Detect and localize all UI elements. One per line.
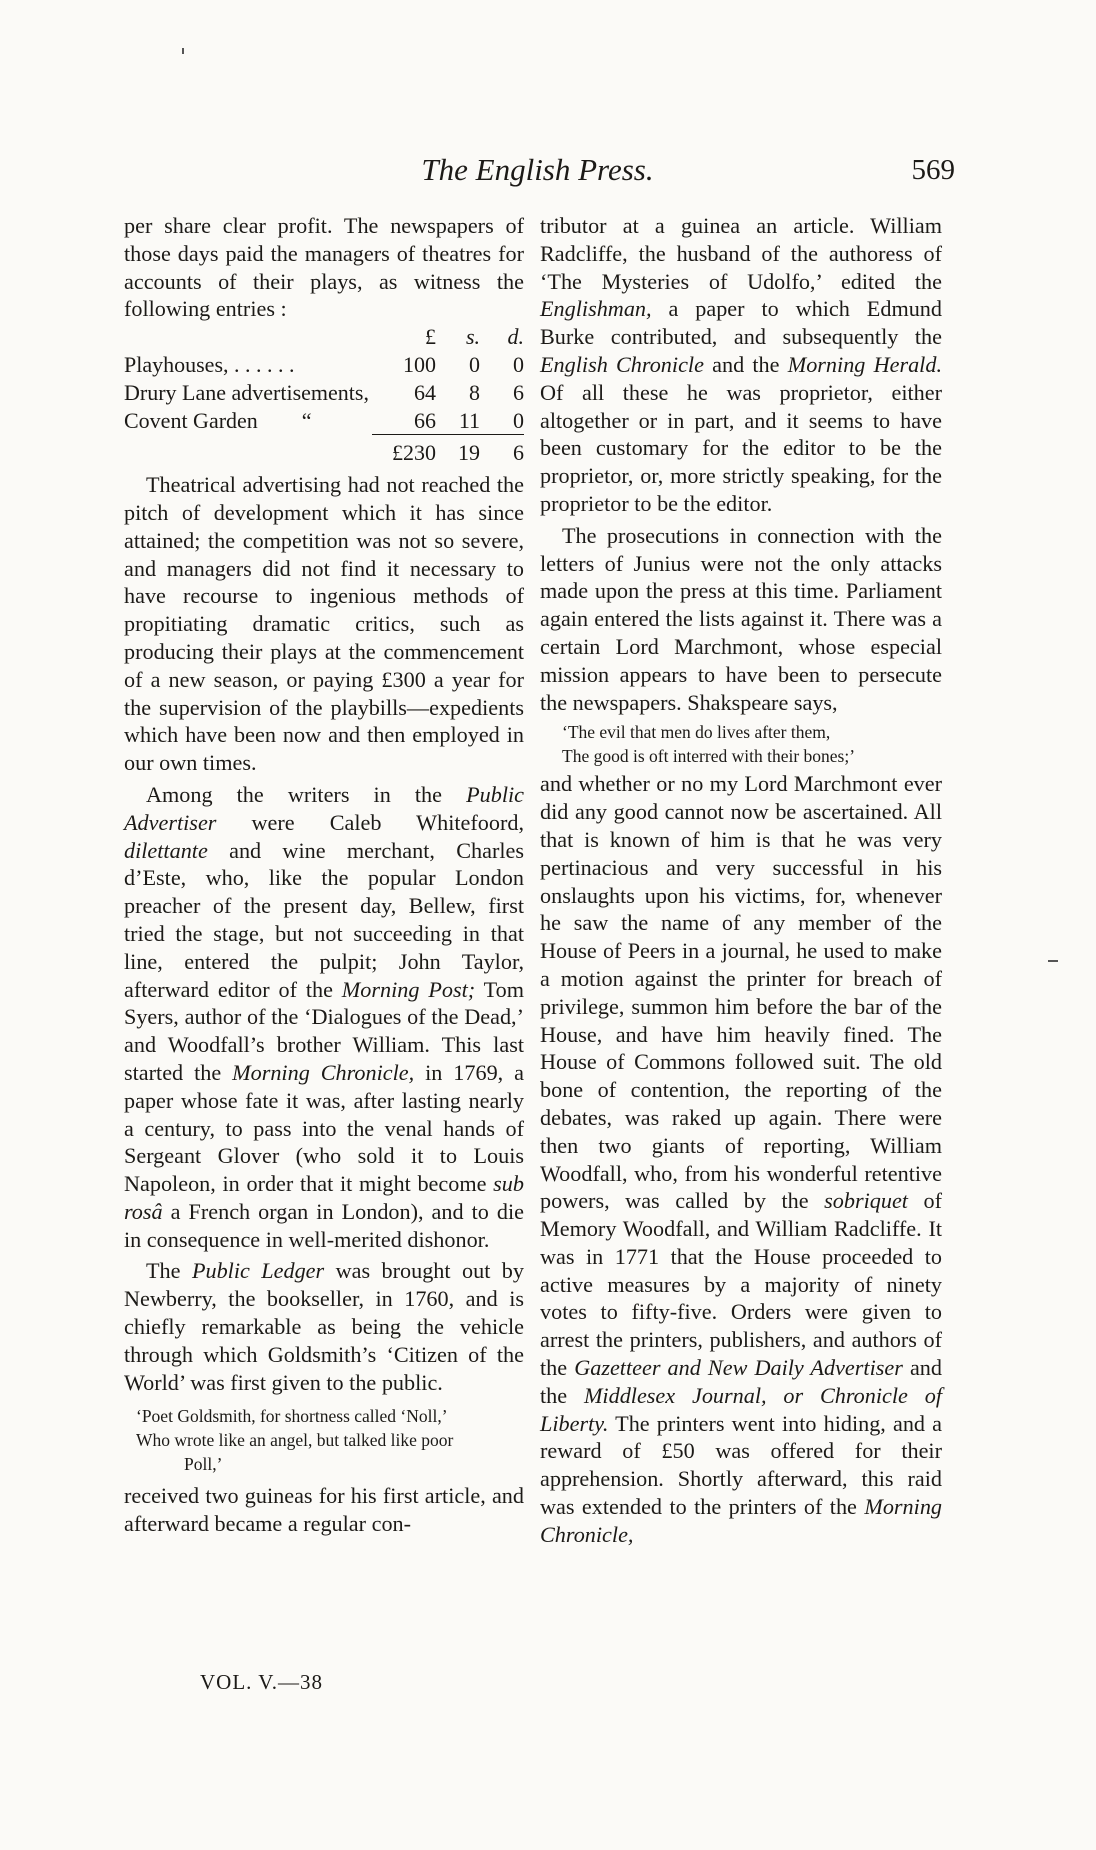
- header-pence: d.: [507, 324, 524, 350]
- paragraph: and whether or no my Lord Marchmont ever did any good cannot now be ascertained. All that is known of him is that he was very pertinacious and very successful in his onslaughts upon his victims, for, whenever he saw the name of any member of the House of Peers in a journal, he used to make a motion against the printer for breach of privilege, summon him before the bar of the House, and have him heavily fined. The House of Commons followed suit. The old bone of contention, the reporting of the debates, was raked up again. There were then two giants of reporting, William Woodfall, who, from his wonderful retentive powers, was called by the sobriquet of Memory Woodfall, and William Radcliffe. It was in 1771 that the House proceeded to active measures by a majority of ninety votes to fifty-five. Orders were given to arrest the printers, publishers, and authors of the Gazetteer and New Daily Advertiser and the Middlesex Journal, or Chronicle of Liberty. The printers went into hiding, and a reward of £50 was offered for their apprehension. Shortly afterward, this raid was extended to the printers of the Morning Chronicle,: [540, 771, 942, 1547]
- verse-line: The good is oft interred with their bones;’: [562, 746, 856, 767]
- verse-quote: [124, 1404, 524, 1476]
- paragraph: per share clear profit. The newspapers of those days paid the managers of theatres for accounts of their plays, as witness the following entries :: [124, 213, 524, 322]
- paragraph: The Public Ledger was brought out by Newberry, the bookseller, in 1760, and is chiefly remarkable as being the vehicle through which Goldsmith’s ‘Citizen of the World’ was first given to the public.: [124, 1258, 524, 1395]
- total-shillings: 19: [436, 435, 480, 467]
- account-item: Covent Garden “: [124, 407, 312, 433]
- header-shillings: s.: [465, 324, 480, 350]
- account-pounds: 66: [414, 407, 436, 433]
- right-column: [540, 212, 942, 1549]
- verse-quote: [540, 720, 942, 768]
- table-row: [124, 407, 524, 435]
- verse-line: Who wrote like an angel, but talked like poor: [136, 1430, 454, 1451]
- account-item: Playhouses, . . . . . .: [124, 351, 295, 377]
- verse-line: ‘Poet Goldsmith, for shortness called ‘Noll,’: [136, 1406, 448, 1427]
- running-title: The English Press.: [421, 152, 654, 187]
- total-row: [124, 435, 524, 467]
- account-shillings: 8: [469, 379, 480, 405]
- accounts-header-row: [124, 323, 524, 351]
- account-shillings: 11: [458, 407, 480, 433]
- account-pence: 6: [513, 379, 524, 405]
- verse-line: Poll,’: [184, 1454, 223, 1475]
- paragraph: Theatrical advertising had not reached the pitch of development which it has since attained; the competition was not so severe, and managers did not find it necessary to have recourse to ingenious methods of propitiating dramatic critics, such as producing their plays at the commencement of a new season, or paying £300 a year for the supervision of the playbills—expedients which have been now and then employed in our own times.: [124, 472, 524, 776]
- table-row: [124, 351, 524, 379]
- page-speck: [1048, 960, 1058, 962]
- signature-mark: VOL. V.—38: [200, 1670, 323, 1694]
- page-header: [120, 152, 955, 192]
- verse-line: ‘The evil that men do lives after them,: [562, 722, 831, 743]
- header-pounds: £: [425, 324, 436, 350]
- paragraph: Among the writers in the Public Advertiser were Caleb Whitefoord, dilettante and wine merchant, Charles d’Este, who, like the popular London preacher of the present day, Bellew, first tried the stage, but not succeeding in that line, entered the pulpit; John Taylor, afterward editor of the Morning Post; Tom Syers, author of the ‘Dialogues of the Dead,’ and Woodfall’s brother William. This last started the Morning Chronicle, in 1769, a paper whose fate it was, after lasting nearly a century, to pass into the venal hands of Sergeant Glover (who sold it to Louis Napoleon, in order that it might become sub rosâ a French organ in London), and to die in consequence in well-merited dishonor.: [124, 781, 525, 1252]
- account-pence: 0: [513, 407, 524, 433]
- paragraph: received two guineas for his first article, and afterward became a regular con-: [124, 1483, 524, 1537]
- account-item: Drury Lane advertisements,: [124, 379, 369, 405]
- paragraph: The prosecutions in connection with the letters of Junius were not the only attacks made upon the press at this time. Parliament again entered the lists against it. There was a certain Lord Marchmont, whose especial mission appears to have been to persecute the newspapers. Shakspeare says,: [540, 522, 942, 715]
- account-pence: 0: [513, 351, 524, 377]
- total-pence: 6: [480, 435, 524, 467]
- account-shillings: 0: [469, 351, 480, 377]
- account-pounds: 100: [403, 351, 436, 377]
- paragraph: tributor at a guinea an article. William Radcliffe, the husband of the authoress of ‘The Mysteries of Udolfo,’ edited the Englishman, a paper to which Edmund Burke contributed, and subsequently the English Chronicle and the Morning Herald. Of all these he was proprietor, either altogether or in part, and it seems to have been customary for the editor to be the proprietor, or, more strictly speaking, for the proprietor to be the editor.: [540, 213, 942, 516]
- page-speck: [182, 48, 184, 54]
- page-number: 569: [911, 154, 955, 186]
- left-column: [124, 212, 524, 1538]
- table-row: [124, 379, 524, 407]
- accounts-table: [124, 323, 524, 467]
- account-pounds: 64: [414, 379, 436, 405]
- total-pounds: £230: [372, 435, 436, 467]
